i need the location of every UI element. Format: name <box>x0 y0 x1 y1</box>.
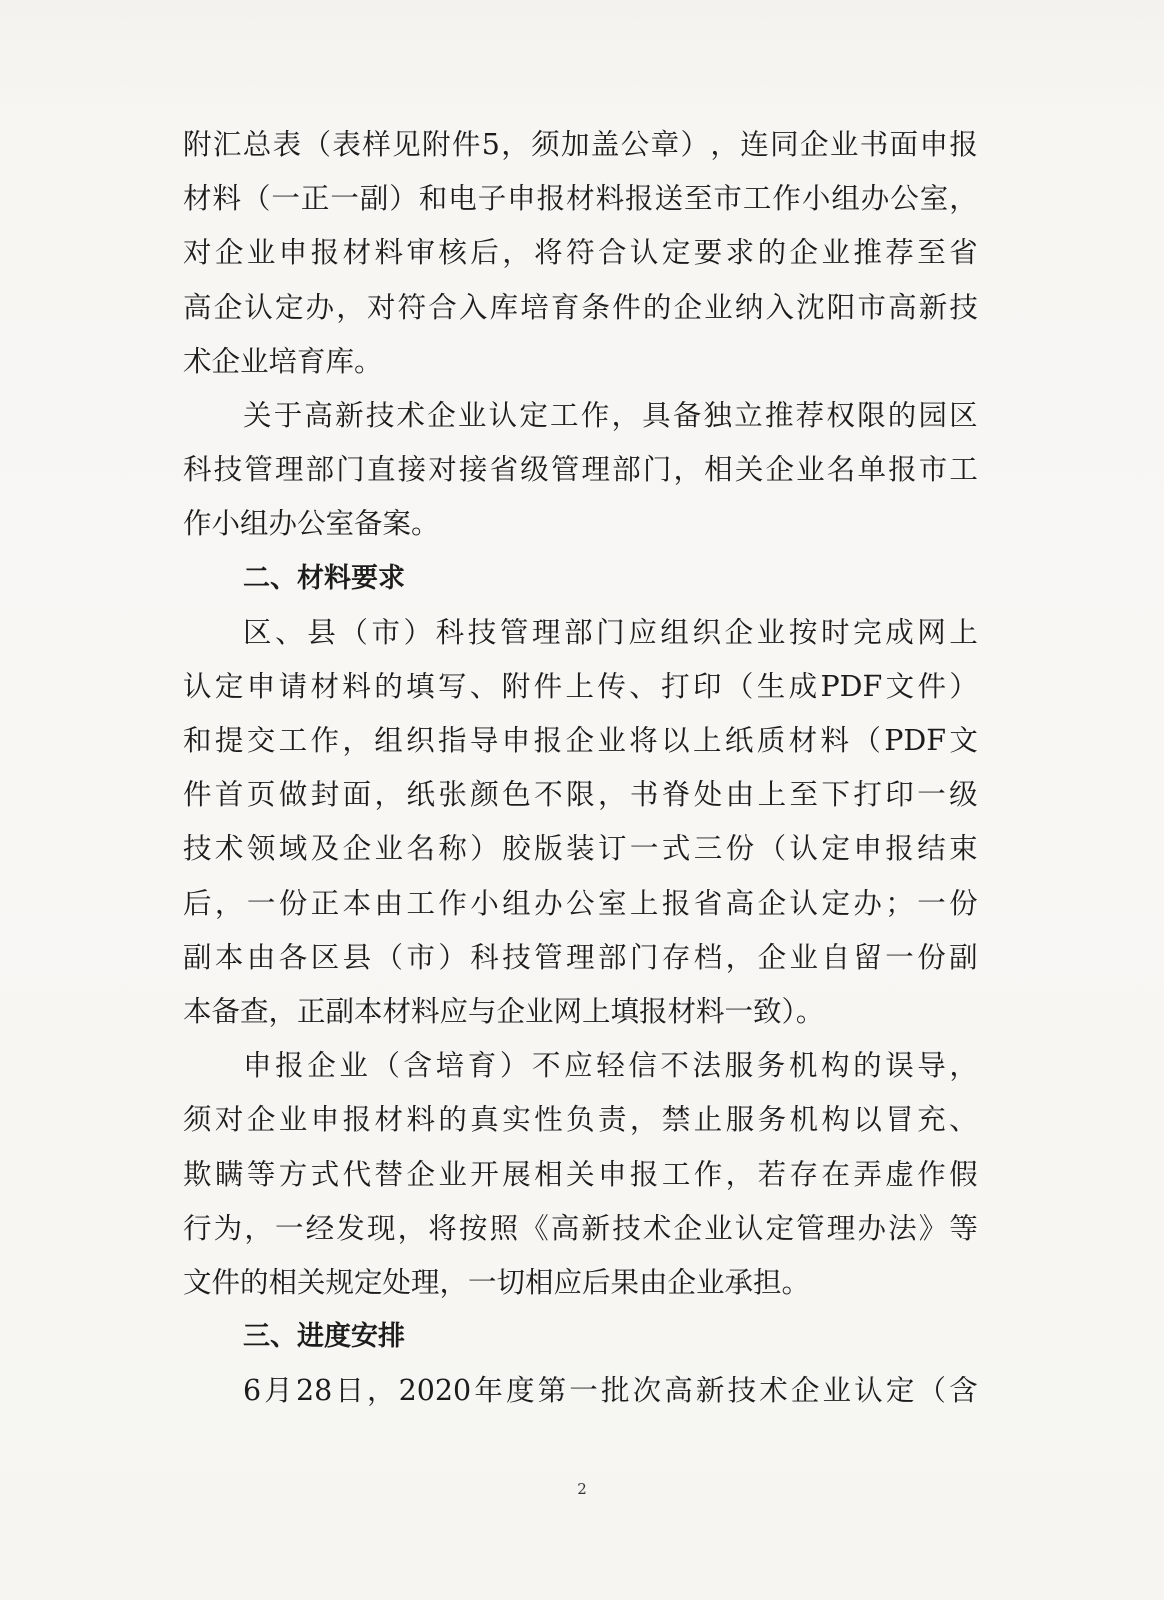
paragraph-start-line: 关 于 高 新 技 术 企 业 认 定 工 作 ， 具 备 独 立 推 荐 权 限 的 园 区 <box>243 398 978 432</box>
text-line: 对 企 业 申 报 材 料 审 核 后 ， 将 符 合 认 定 要 求 的 企 业 推 荐 至 省 <box>183 236 978 270</box>
text-line: 文件的相关规定处理，一切相应后果由企业承担。 <box>183 1265 811 1299</box>
paragraph-start-line: 区 、 县 （ 市 ） 科 技 管 理 部 门 应 组 织 企 业 按 时 完 成 网 上 <box>243 615 978 649</box>
text-line: 术企业培育库。 <box>183 344 383 378</box>
text-line: 欺 瞒 等 方 式 代 替 企 业 开 展 相 关 申 报 工 作 ， 若 存 在 弄 虚 作 假 <box>183 1157 978 1191</box>
text-line: 科 技 管 理 部 门 直 接 对 接 省 级 管 理 部 门 ， 相 关 企 业 名 单 报 市 工 <box>183 453 978 487</box>
text-line: 行 为 ， 一 经 发 现 ， 将 按 照 《 高 新 技 术 企 业 认 定 管 理 办 法 》 等 <box>183 1211 978 1245</box>
page-number: 2 <box>577 1480 587 1498</box>
text-line: 本备查，正副本材料应与企业网上填报材料一致）。 <box>183 995 825 1028</box>
text-line: 作小组办公室备案。 <box>183 507 440 541</box>
paragraph-start-line: 申 报 企 业 （ 含 培 育 ） 不 应 轻 信 不 法 服 务 机 构 的 误 导 ， <box>243 1049 978 1083</box>
document-body <box>183 118 983 1419</box>
section-heading: 三、进度安排 <box>243 1321 405 1353</box>
text-line: 附 汇 总 表 （ 表 样 见 附 件 5 ， 须 加 盖 公 章 ） ， 连 同 企 业 书 面 申 报 <box>183 128 978 161</box>
text-line: 后 ， 一 份 正 本 由 工 作 小 组 办 公 室 上 报 省 高 企 认 定 办 ； 一 份 <box>183 886 978 920</box>
section-heading: 二、材料要求 <box>243 562 405 594</box>
paragraph-start-line: 6 月 28 日 ， 2020 年 度 第 一 批 次 高 新 技 术 企 业 认 定 （ 含 <box>243 1374 978 1408</box>
text-line: 高 企 认 定 办 ， 对 符 合 入 库 培 育 条 件 的 企 业 纳 入 沈 阳 市 高 新 技 <box>183 290 978 324</box>
text-line: 件 首 页 做 封 面 ， 纸 张 颜 色 不 限 ， 书 脊 处 由 上 至 下 打 印 一 级 <box>183 778 978 812</box>
text-line: 和 提 交 工 作 ， 组 织 指 导 申 报 企 业 将 以 上 纸 质 材 料 （ PDF 文 <box>183 724 978 758</box>
text-line: 材 料 （ 一 正 一 副 ） 和 电 子 申 报 材 料 报 送 至 市 工 作 小 组 办 公 室 ， <box>183 182 978 216</box>
text-line: 认 定 申 请 材 料 的 填 写 、 附 件 上 传 、 打 印 （ 生 成 PDF 文 件 ） <box>183 669 978 703</box>
text-line: 须 对 企 业 申 报 材 料 的 真 实 性 负 责 ， 禁 止 服 务 机 构 以 冒 充 、 <box>183 1103 978 1137</box>
text-line: 副 本 由 各 区 县 （ 市 ） 科 技 管 理 部 门 存 档 ， 企 业 自 留 一 份 副 <box>183 940 978 974</box>
text-line: 技 术 领 域 及 企 业 名 称 ） 胶 版 装 订 一 式 三 份 （ 认 定 申 报 结 束 <box>183 832 978 866</box>
